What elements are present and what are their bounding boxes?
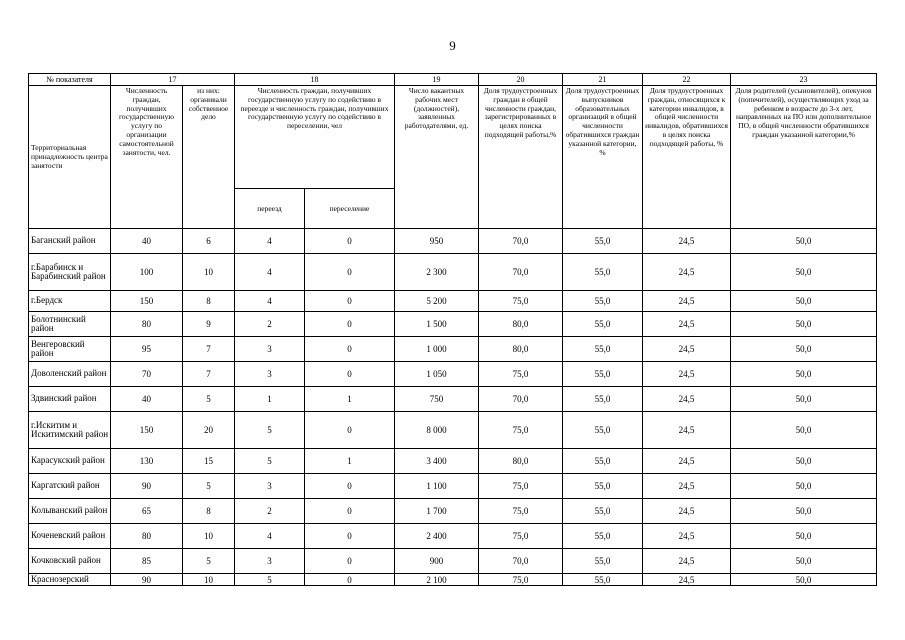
graduates-share-cell: 55,0 [563,254,643,291]
own-business-cell: 8 [183,291,235,312]
vacancies-cell: 2 100 [395,574,479,586]
territory-cell: г.Бердск [29,291,111,312]
employed-share-cell: 70,0 [479,254,563,291]
self-employment-cell: 80 [111,312,183,337]
move-cell: 5 [235,412,305,449]
graduates-share-cell: 55,0 [563,229,643,254]
employed-share-cell: 70,0 [479,549,563,574]
indicator-number-row [29,74,877,86]
move-cell: 4 [235,229,305,254]
employed-share-cell: 70,0 [479,229,563,254]
own-business-cell: 20 [183,412,235,449]
parents-share-cell: 50,0 [731,337,877,362]
move-cell: 4 [235,524,305,549]
own-business-cell: 10 [183,574,235,586]
indicator-23: 23 [731,74,877,86]
self-employment-cell: 90 [111,474,183,499]
vacancies-cell: 2 400 [395,524,479,549]
indicator-18: 18 [235,74,395,86]
indicator-22: 22 [643,74,731,86]
table-row [29,549,877,574]
employed-share-cell: 75,0 [479,362,563,387]
resettlement-cell: 1 [305,449,395,474]
own-business-cell: 9 [183,312,235,337]
table-row [29,291,877,312]
vacancies-cell: 5 200 [395,291,479,312]
own-business-cell: 10 [183,524,235,549]
indicator-number-label: № показателя [29,74,111,86]
disabled-share-cell: 24,5 [643,254,731,291]
territory-cell: Краснозерский [29,574,111,586]
self-employment-cell: 95 [111,337,183,362]
vacancies-cell: 1 100 [395,474,479,499]
disabled-share-cell: 24,5 [643,387,731,412]
resettlement-cell: 0 [305,229,395,254]
graduates-share-cell: 55,0 [563,362,643,387]
move-cell: 3 [235,549,305,574]
resettlement-cell: 0 [305,337,395,362]
graduates-share-header: Доля трудоустроенных выпускников образовательных организаций в общей численности обратившихся граждан указанной категории, % [563,86,643,229]
indicator-19: 19 [395,74,479,86]
self-employment-cell: 85 [111,549,183,574]
parents-share-cell: 50,0 [731,229,877,254]
move-cell: 2 [235,312,305,337]
vacancies-cell: 900 [395,549,479,574]
table-row [29,499,877,524]
disabled-share-cell: 24,5 [643,524,731,549]
disabled-share-cell: 24,5 [643,574,731,586]
move-cell: 3 [235,362,305,387]
employed-share-cell: 75,0 [479,412,563,449]
indicator-20: 20 [479,74,563,86]
resettlement-subheader: переселение [305,189,395,229]
disabled-share-cell: 24,5 [643,449,731,474]
resettlement-cell: 0 [305,412,395,449]
graduates-share-cell: 55,0 [563,291,643,312]
territory-cell: Доволенский район [29,362,111,387]
table-row [29,387,877,412]
disabled-share-cell: 24,5 [643,362,731,387]
vacancies-cell: 1 500 [395,312,479,337]
table-row [29,412,877,449]
employed-share-cell: 75,0 [479,524,563,549]
self-employment-cell: 65 [111,499,183,524]
table-row [29,524,877,549]
vacancies-cell: 8 000 [395,412,479,449]
self-employment-header: Численность граждан, получивших государственную услугу по организации самостоятельной занятости, чел. [111,86,183,229]
vacancies-cell: 750 [395,387,479,412]
vacancies-cell: 950 [395,229,479,254]
graduates-share-cell: 55,0 [563,499,643,524]
territory-cell: Баганский район [29,229,111,254]
own-business-cell: 5 [183,387,235,412]
employed-share-cell: 75,0 [479,291,563,312]
employed-share-cell: 75,0 [479,574,563,586]
table-row [29,254,877,291]
territory-cell: г.Барабинск и Барабинский район [29,254,111,291]
disabled-share-cell: 24,5 [643,549,731,574]
territory-cell: Болотнинский район [29,312,111,337]
employed-share-cell: 75,0 [479,499,563,524]
employed-share-header: Доля трудоустроенных граждан в общей численности граждан, зарегистрированных в целях поиска подходящей работы,% [479,86,563,229]
self-employment-cell: 150 [111,291,183,312]
parents-share-cell: 50,0 [731,254,877,291]
vacancies-cell: 3 400 [395,449,479,474]
self-employment-cell: 40 [111,229,183,254]
own-business-cell: 5 [183,549,235,574]
own-business-cell: 15 [183,449,235,474]
table-row [29,449,877,474]
table-row [29,474,877,499]
parents-share-cell: 50,0 [731,524,877,549]
resettlement-cell: 0 [305,291,395,312]
self-employment-cell: 90 [111,574,183,586]
move-cell: 3 [235,337,305,362]
vacancies-cell: 1 050 [395,362,479,387]
resettlement-cell: 0 [305,549,395,574]
column-header-row [29,86,877,189]
table-row [29,362,877,387]
territory-cell: Кочковский район [29,549,111,574]
parents-share-cell: 50,0 [731,474,877,499]
move-cell: 5 [235,449,305,474]
move-cell: 3 [235,474,305,499]
table-row [29,337,877,362]
territory-cell: Венгеровский район [29,337,111,362]
resettlement-cell: 0 [305,499,395,524]
indicators-table [28,73,877,586]
territory-cell: Коченевский район [29,524,111,549]
table-body [29,229,877,586]
self-employment-cell: 40 [111,387,183,412]
self-employment-cell: 100 [111,254,183,291]
territory-cell: г.Искитим и Искитимский район [29,412,111,449]
move-cell: 5 [235,574,305,586]
parents-share-cell: 50,0 [731,412,877,449]
table-row [29,574,877,586]
resettlement-cell: 0 [305,254,395,291]
resettlement-cell: 0 [305,474,395,499]
table-row [29,312,877,337]
own-business-header: из них: органивали собственное дело [183,86,235,229]
own-business-cell: 6 [183,229,235,254]
territory-header: Территориальная принадлежность центра занятости [29,86,111,229]
move-cell: 2 [235,499,305,524]
parents-share-cell: 50,0 [731,449,877,474]
graduates-share-cell: 55,0 [563,549,643,574]
own-business-cell: 10 [183,254,235,291]
own-business-cell: 5 [183,474,235,499]
indicator-17: 17 [111,74,235,86]
resettlement-cell: 0 [305,574,395,586]
relocation-header: Численность граждан, получивших государственную услугу по содействию в переезде и численность граждан, получивших государственную услугу по содействию в переселении, чел [235,86,395,189]
resettlement-cell: 0 [305,362,395,387]
vacancies-cell: 1 700 [395,499,479,524]
own-business-cell: 7 [183,362,235,387]
move-subheader: переезд [235,189,305,229]
graduates-share-cell: 55,0 [563,337,643,362]
disabled-share-cell: 24,5 [643,474,731,499]
disabled-share-cell: 24,5 [643,337,731,362]
territory-cell: Каргатский район [29,474,111,499]
disabled-share-cell: 24,5 [643,499,731,524]
parents-share-cell: 50,0 [731,387,877,412]
disabled-share-cell: 24,5 [643,412,731,449]
self-employment-cell: 70 [111,362,183,387]
employed-share-cell: 80,0 [479,312,563,337]
employed-share-cell: 75,0 [479,474,563,499]
resettlement-cell: 1 [305,387,395,412]
parents-share-cell: 50,0 [731,312,877,337]
disabled-share-cell: 24,5 [643,229,731,254]
disabled-share-cell: 24,5 [643,291,731,312]
vacancies-cell: 2 300 [395,254,479,291]
parents-share-header: Доля родителей (усыновителей), опекунов (попечителей), осуществляющих уход за ребенком в возрасте до 3-х лет, направленных на ПО или дополнительное ПО, в общей численности обратившихся граждан указанной категории,% [731,86,877,229]
parents-share-cell: 50,0 [731,574,877,586]
employed-share-cell: 80,0 [479,449,563,474]
employed-share-cell: 70,0 [479,387,563,412]
graduates-share-cell: 55,0 [563,574,643,586]
parents-share-cell: 50,0 [731,291,877,312]
territory-cell: Колыванский район [29,499,111,524]
graduates-share-cell: 55,0 [563,474,643,499]
graduates-share-cell: 55,0 [563,524,643,549]
table-row [29,229,877,254]
graduates-share-cell: 55,0 [563,449,643,474]
resettlement-cell: 0 [305,524,395,549]
employed-share-cell: 80,0 [479,337,563,362]
territory-cell: Карасукский район [29,449,111,474]
graduates-share-cell: 55,0 [563,312,643,337]
page-number: 9 [449,38,456,53]
parents-share-cell: 50,0 [731,499,877,524]
resettlement-cell: 0 [305,312,395,337]
graduates-share-cell: 55,0 [563,412,643,449]
self-employment-cell: 150 [111,412,183,449]
self-employment-cell: 80 [111,524,183,549]
disabled-share-header: Доля трудоустроенных граждан, относящихся к категории инвалидов, в общей численности инвалидов, обратившихся в целях поиска подходящей работы, % [643,86,731,229]
parents-share-cell: 50,0 [731,362,877,387]
vacancies-cell: 1 000 [395,337,479,362]
move-cell: 4 [235,254,305,291]
graduates-share-cell: 55,0 [563,387,643,412]
move-cell: 4 [235,291,305,312]
self-employment-cell: 130 [111,449,183,474]
vacancies-header: Число вакантных рабочих мест (должностей), заявленных работодателями, ед. [395,86,479,229]
disabled-share-cell: 24,5 [643,312,731,337]
move-cell: 1 [235,387,305,412]
parents-share-cell: 50,0 [731,549,877,574]
own-business-cell: 7 [183,337,235,362]
own-business-cell: 8 [183,499,235,524]
territory-cell: Здвинский район [29,387,111,412]
indicator-21: 21 [563,74,643,86]
